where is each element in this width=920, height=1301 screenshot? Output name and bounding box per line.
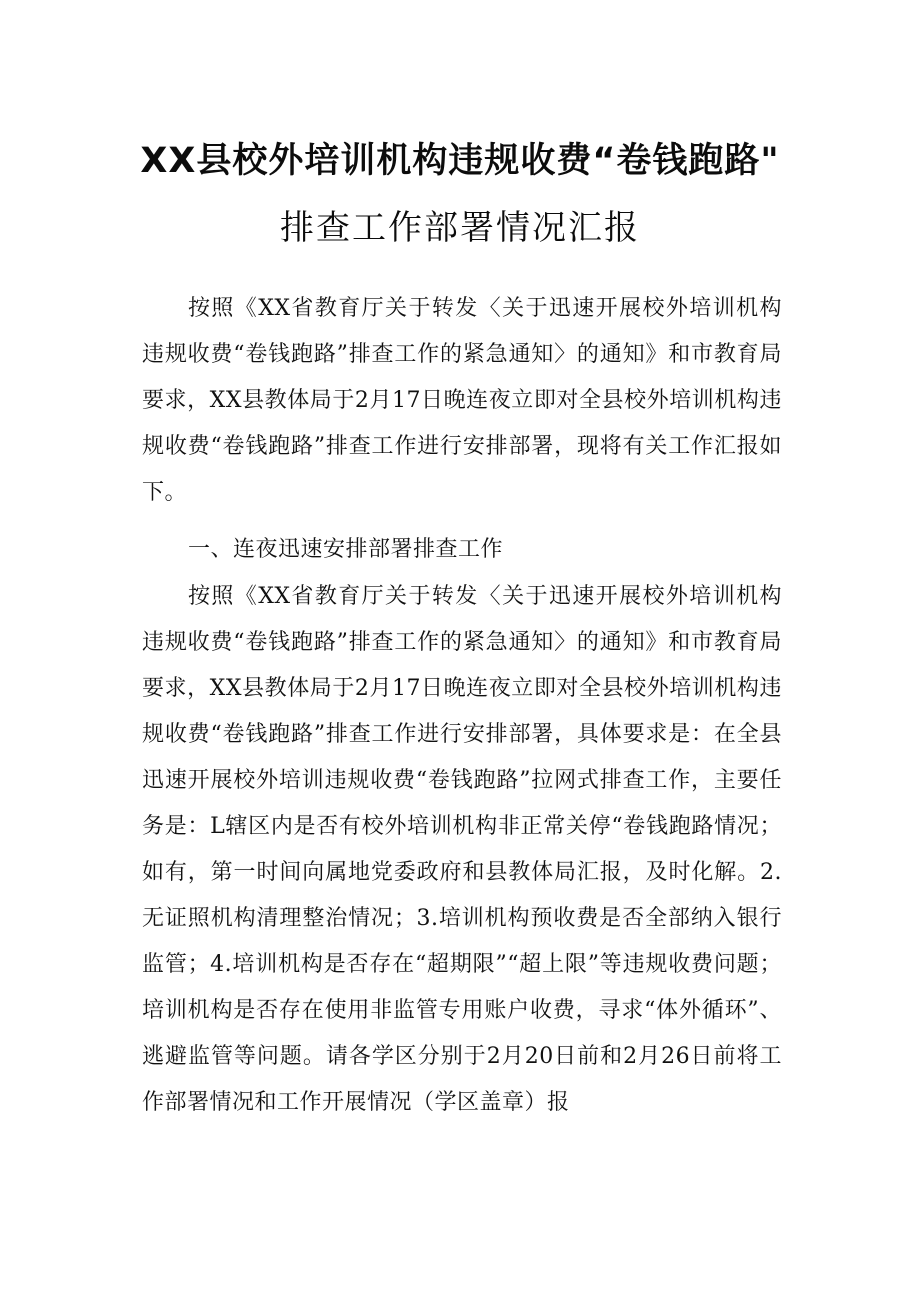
section-heading-1: 一、连夜迅速安排部署排查工作	[188, 537, 504, 562]
section-heading-container	[142, 527, 782, 573]
paragraph-section-1-container	[142, 574, 782, 1126]
document-title-line-1: XX县校外培训机构违规收费“卷钱跑路"	[140, 141, 780, 181]
paragraph-intro: 按照《XX省教育厅关于转发〈关于迅速开展校外培训机构违规收费“卷钱跑路”排查工作的紧急通知〉的通知》和市教育局要求，XX县教体局于2月17日晚连夜立即对全县校外培训机构违规收费“卷钱跑路”排查工作进行安排部署，现将有关工作汇报如下。	[142, 296, 782, 505]
paragraph-section-1: 按照《XX省教育厅关于转发〈关于迅速开展校外培训机构违规收费“卷钱跑路”排查工作的紧急通知〉的通知》和市教育局要求，XX县教体局于2月17日晚连夜立即对全县校外培训机构违规收费“卷钱跑路”排查工作进行安排部署，具体要求是：在全县迅速开展校外培训违规收费“卷钱跑路”拉网式排查工作，主要任务是：L辖区内是否有校外培训机构非正常关停“卷钱跑路情况；如有，第一时间向属地党委政府和县教体局汇报，及时化解。2.无证照机构清理整治情况；3.培训机构预收费是否全部纳入银行监管；4.培训机构是否存在“超期限”“超上限”等违规收费问题；培训机构是否存在使用非监管专用账户收费，寻求“体外循环”、逃避监管等问题。请各学区分别于2月20日前和2月26日前将工作部署情况和工作开展情况（学区盖章）报	[142, 584, 782, 1115]
document-title-line-2: 排查工作部署情况汇报	[280, 208, 640, 248]
paragraph-intro-container	[142, 286, 782, 516]
